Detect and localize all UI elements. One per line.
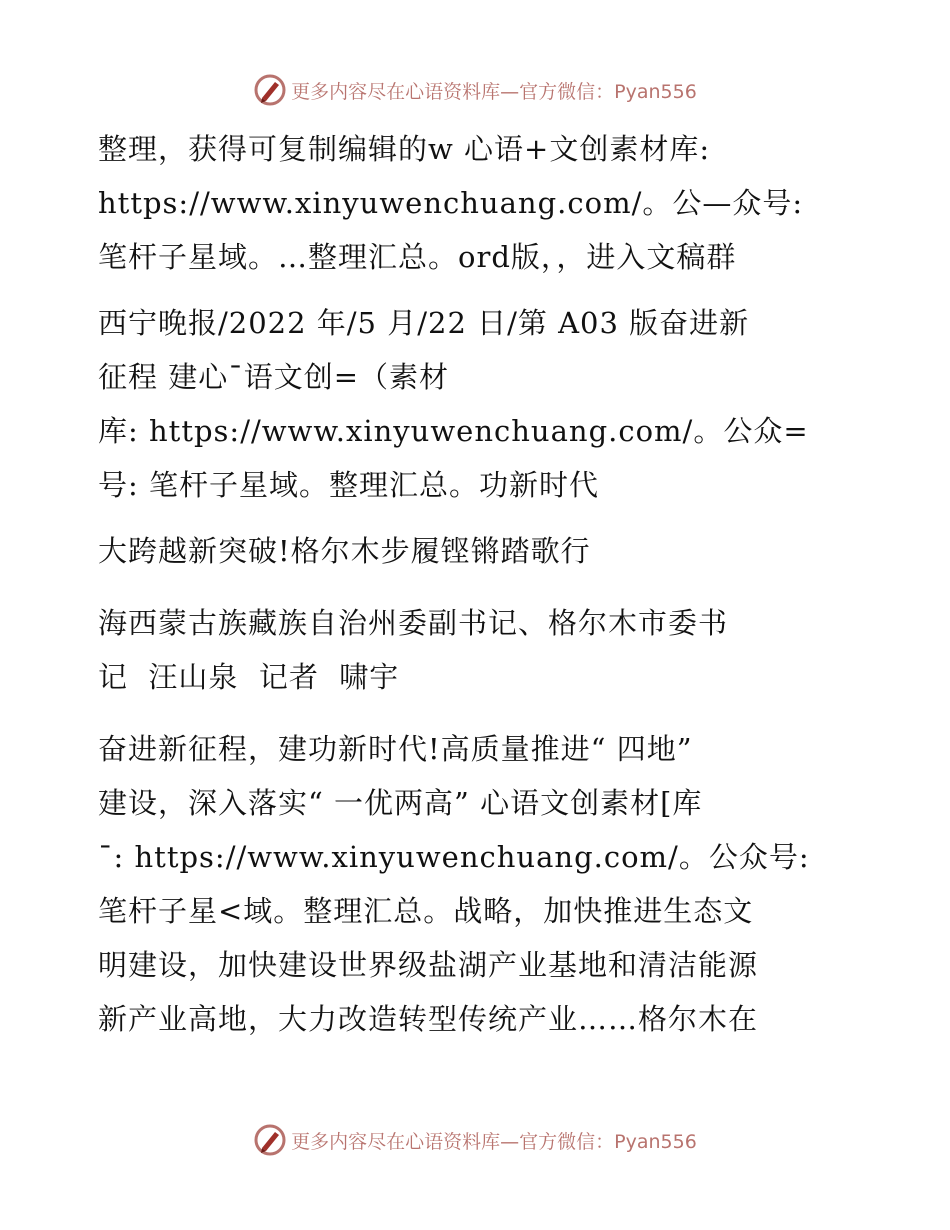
text-line: 大跨越新突破!格尔木步履铿锵踏歌行 (98, 534, 591, 568)
header-banner (0, 70, 950, 110)
document-body (98, 122, 858, 1056)
text-line: 征程 建心¯语文创=（素材 (98, 360, 450, 394)
text-line: 整理，获得可复制编辑的w 心语+文创素材库: (98, 132, 711, 166)
paragraph (98, 596, 858, 704)
text-line: 新产业高地，大力改造转型传统产业……格尔木在 (98, 1002, 759, 1036)
banner-text: 更多内容尽在心语资料库—官方微信：Pyan556 (291, 80, 697, 103)
paragraph (98, 722, 858, 1046)
text-line: 海西蒙古族藏族自治州委副书记、格尔木市委书 (98, 606, 729, 640)
paragraph (98, 122, 858, 284)
text-line: ¯: https://www.xinyuwenchuang.com/。公众号: (98, 840, 810, 874)
footer-banner (0, 1120, 950, 1160)
text-line: 明建设，加快建设世界级盐湖产业基地和清洁能源 (98, 948, 759, 982)
text-line: 号: 笔杆子星域。整理汇总。功新时代 (98, 468, 599, 502)
text-line: 奋进新征程，建功新时代!高质量推进“ 四地” (98, 732, 693, 766)
text-line: https://www.xinyuwenchuang.com/。公—众号: (98, 186, 804, 220)
text-line: 笔杆子星<域。整理汇总。战略，加快推进生态文 (98, 894, 754, 928)
text-line: 记 汪山泉 记者 啸宇 (98, 660, 400, 694)
paragraph (98, 296, 858, 512)
pen-circle-logo-icon (253, 1123, 287, 1157)
text-line: 西宁晚报/2022 年/5 月/22 日/第 A03 版奋进新 (98, 306, 750, 340)
text-line: 库: https://www.xinyuwenchuang.com/。公众= (98, 414, 809, 448)
paragraph (98, 524, 858, 578)
pen-circle-logo-icon (253, 73, 287, 107)
text-line: 建设，深入落实“ 一优两高” 心语文创素材[库 (98, 786, 703, 820)
text-line: 笔杆子星域。…整理汇总。ord版，，进入文稿群 (98, 240, 737, 274)
banner-text: 更多内容尽在心语资料库—官方微信：Pyan556 (291, 1130, 697, 1153)
